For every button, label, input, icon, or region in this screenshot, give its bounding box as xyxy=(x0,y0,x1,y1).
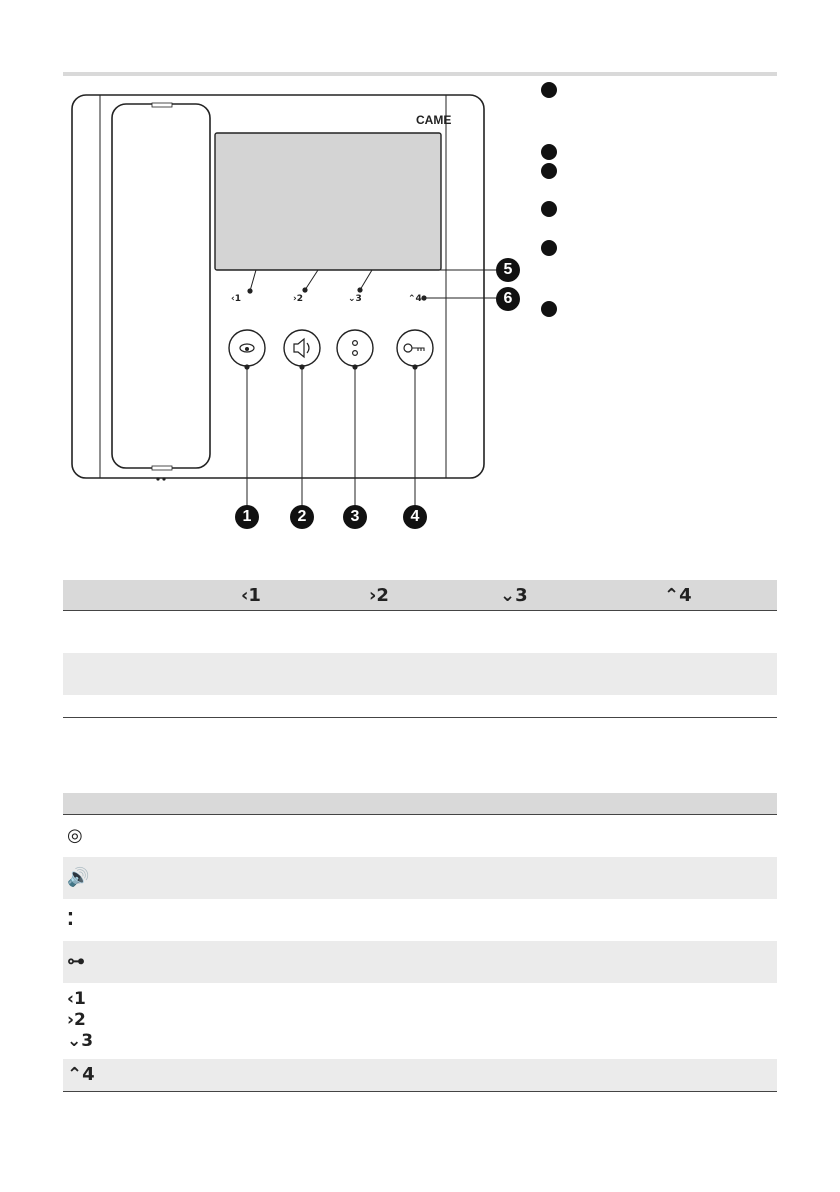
top-rule xyxy=(63,72,777,76)
screen xyxy=(215,133,441,270)
led-label-4: ⌃4 xyxy=(408,294,422,304)
led-label-2: ›2 xyxy=(293,294,303,304)
speaker-icon: 🔊 xyxy=(67,867,90,888)
legend-bullet-6 xyxy=(541,301,557,317)
table-row xyxy=(63,695,777,717)
table-row xyxy=(63,611,777,653)
intercom-illustration xyxy=(60,88,540,538)
legend-bullet-2 xyxy=(541,144,557,160)
table-row xyxy=(63,1059,777,1091)
led-label-1: ‹1 xyxy=(231,294,241,304)
callout-2: 2 xyxy=(290,505,314,529)
table-row xyxy=(63,857,777,899)
led-3-icon: ⌄3 xyxy=(67,1031,94,1051)
handset xyxy=(112,104,210,468)
led-4-icon: ⌃4 xyxy=(67,1064,95,1085)
key-icon: ⊶ xyxy=(67,951,85,972)
legend-bullet-3 xyxy=(541,163,557,179)
table-bottom-rule xyxy=(63,717,777,718)
callout-5: 5 xyxy=(496,258,520,282)
table-row xyxy=(63,941,777,983)
table-row xyxy=(63,983,777,1059)
callout-3: 3 xyxy=(343,505,367,529)
led-label-3: ⌄3 xyxy=(348,294,362,304)
header-led-1: ‹1 xyxy=(241,585,261,606)
led-2-icon: ›2 xyxy=(67,1010,86,1030)
led-symbols-stack xyxy=(67,989,93,1052)
legend-bullet-1 xyxy=(541,82,557,98)
callout-4: 4 xyxy=(403,505,427,529)
led-1-icon: ‹1 xyxy=(67,989,86,1009)
led-table-header xyxy=(63,580,777,611)
callout-1: 1 xyxy=(235,505,259,529)
table-row xyxy=(63,815,777,857)
two-dots-icon: ⁚ xyxy=(67,909,74,930)
table-row xyxy=(63,653,777,695)
header-led-3: ⌄3 xyxy=(500,585,528,606)
button-function-table xyxy=(63,793,777,1092)
led-table xyxy=(63,580,777,718)
header-led-2: ›2 xyxy=(369,585,389,606)
button-table-header xyxy=(63,793,777,815)
table-bottom-rule xyxy=(63,1091,777,1092)
brand-logo: CAME xyxy=(416,113,452,127)
header-led-4: ⌃4 xyxy=(664,585,692,606)
eye-icon: ◎ xyxy=(67,825,83,846)
legend-bullet-4 xyxy=(541,201,557,217)
callout-6: 6 xyxy=(496,287,520,311)
table-row xyxy=(63,899,777,941)
legend-bullet-5 xyxy=(541,240,557,256)
